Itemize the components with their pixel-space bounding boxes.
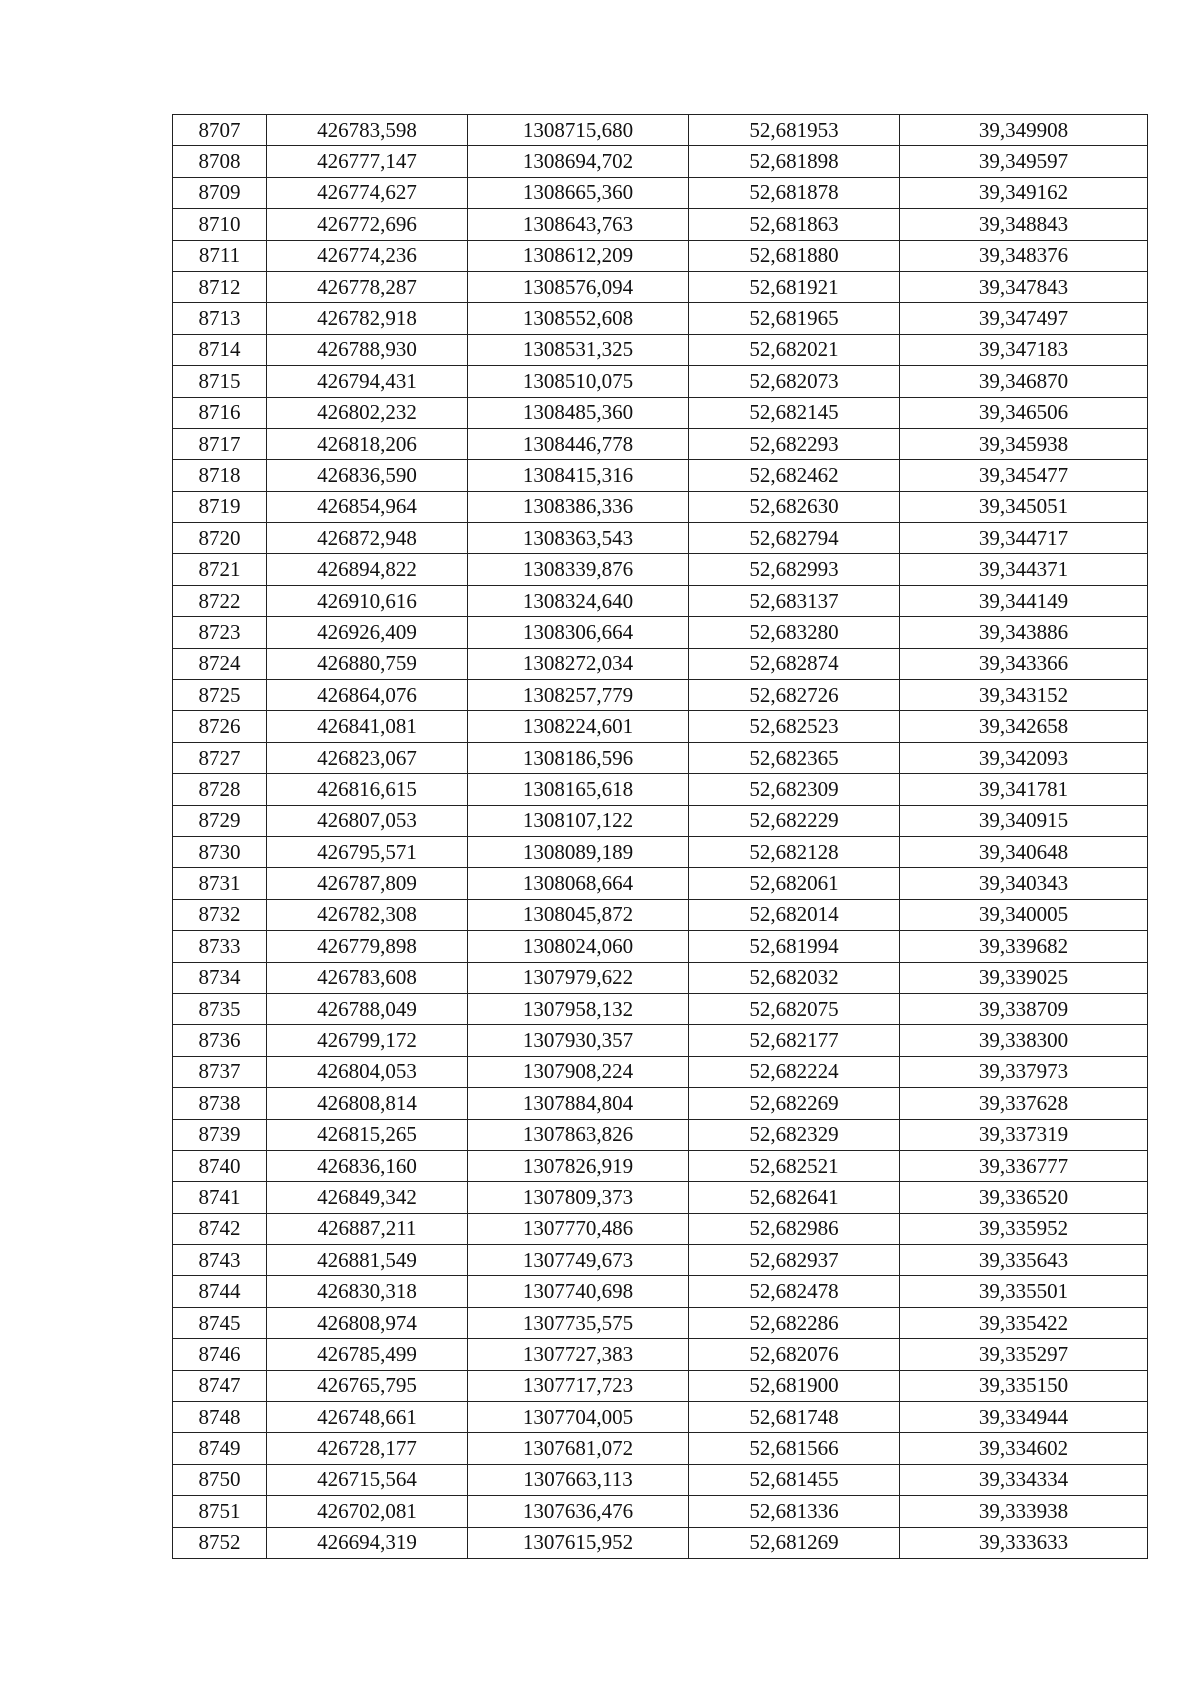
table-row [173,303,1148,334]
y-coordinate-cell: 1307930,357 [468,1025,689,1056]
table-row [173,585,1148,616]
y-coordinate-cell: 1308324,640 [468,585,689,616]
table-row [173,209,1148,240]
table-row [173,1150,1148,1181]
y-coordinate-cell: 1307615,952 [468,1527,689,1558]
x-coordinate-cell: 426788,930 [267,334,468,365]
latitude-cell: 52,682521 [689,1150,900,1181]
latitude-cell: 52,683280 [689,617,900,648]
point-number-cell: 8745 [173,1307,267,1338]
latitude-cell: 52,682073 [689,366,900,397]
x-coordinate-cell: 426783,598 [267,115,468,146]
point-number-cell: 8731 [173,868,267,899]
latitude-cell: 52,681566 [689,1433,900,1464]
x-coordinate-cell: 426694,319 [267,1527,468,1558]
table-row [173,1182,1148,1213]
x-coordinate-cell: 426836,590 [267,460,468,491]
latitude-cell: 52,681898 [689,146,900,177]
longitude-cell: 39,335150 [900,1370,1148,1401]
point-number-cell: 8751 [173,1496,267,1527]
table-row [173,554,1148,585]
table-row [173,1056,1148,1087]
latitude-cell: 52,682478 [689,1276,900,1307]
longitude-cell: 39,338709 [900,993,1148,1024]
x-coordinate-cell: 426849,342 [267,1182,468,1213]
point-number-cell: 8709 [173,177,267,208]
y-coordinate-cell: 1308045,872 [468,899,689,930]
y-coordinate-cell: 1308485,360 [468,397,689,428]
longitude-cell: 39,340005 [900,899,1148,930]
x-coordinate-cell: 426830,318 [267,1276,468,1307]
x-coordinate-cell: 426774,627 [267,177,468,208]
table-row [173,962,1148,993]
y-coordinate-cell: 1308665,360 [468,177,689,208]
table-row [173,617,1148,648]
table-row [173,899,1148,930]
point-number-cell: 8729 [173,805,267,836]
y-coordinate-cell: 1308446,778 [468,428,689,459]
x-coordinate-cell: 426880,759 [267,648,468,679]
latitude-cell: 52,682937 [689,1245,900,1276]
longitude-cell: 39,340915 [900,805,1148,836]
table-row [173,523,1148,554]
table-row [173,115,1148,146]
point-number-cell: 8741 [173,1182,267,1213]
y-coordinate-cell: 1308186,596 [468,742,689,773]
x-coordinate-cell: 426807,053 [267,805,468,836]
point-number-cell: 8738 [173,1088,267,1119]
point-number-cell: 8737 [173,1056,267,1087]
y-coordinate-cell: 1307863,826 [468,1119,689,1150]
point-number-cell: 8715 [173,366,267,397]
latitude-cell: 52,682993 [689,554,900,585]
latitude-cell: 52,681900 [689,1370,900,1401]
y-coordinate-cell: 1307826,919 [468,1150,689,1181]
table-row [173,397,1148,428]
x-coordinate-cell: 426808,814 [267,1088,468,1119]
y-coordinate-cell: 1308306,664 [468,617,689,648]
longitude-cell: 39,345051 [900,491,1148,522]
y-coordinate-cell: 1308089,189 [468,836,689,867]
point-number-cell: 8730 [173,836,267,867]
longitude-cell: 39,349162 [900,177,1148,208]
point-number-cell: 8750 [173,1464,267,1495]
x-coordinate-cell: 426818,206 [267,428,468,459]
y-coordinate-cell: 1307740,698 [468,1276,689,1307]
table-row [173,366,1148,397]
longitude-cell: 39,338300 [900,1025,1148,1056]
point-number-cell: 8711 [173,240,267,271]
y-coordinate-cell: 1308224,601 [468,711,689,742]
point-number-cell: 8725 [173,680,267,711]
longitude-cell: 39,339682 [900,931,1148,962]
longitude-cell: 39,337973 [900,1056,1148,1087]
table-row [173,1433,1148,1464]
table-row [173,836,1148,867]
latitude-cell: 52,682986 [689,1213,900,1244]
table-row [173,460,1148,491]
point-number-cell: 8716 [173,397,267,428]
latitude-cell: 52,681965 [689,303,900,334]
latitude-cell: 52,682286 [689,1307,900,1338]
point-number-cell: 8742 [173,1213,267,1244]
x-coordinate-cell: 426910,616 [267,585,468,616]
longitude-cell: 39,343886 [900,617,1148,648]
latitude-cell: 52,682269 [689,1088,900,1119]
longitude-cell: 39,345477 [900,460,1148,491]
table-row [173,1402,1148,1433]
x-coordinate-cell: 426785,499 [267,1339,468,1370]
point-number-cell: 8712 [173,271,267,302]
y-coordinate-cell: 1308612,209 [468,240,689,271]
table-row [173,1464,1148,1495]
longitude-cell: 39,340648 [900,836,1148,867]
latitude-cell: 52,682021 [689,334,900,365]
point-number-cell: 8721 [173,554,267,585]
table-row [173,648,1148,679]
x-coordinate-cell: 426782,918 [267,303,468,334]
y-coordinate-cell: 1308415,316 [468,460,689,491]
table-row [173,1025,1148,1056]
point-number-cell: 8752 [173,1527,267,1558]
point-number-cell: 8717 [173,428,267,459]
y-coordinate-cell: 1308386,336 [468,491,689,522]
x-coordinate-cell: 426777,147 [267,146,468,177]
latitude-cell: 52,682229 [689,805,900,836]
x-coordinate-cell: 426836,160 [267,1150,468,1181]
point-number-cell: 8744 [173,1276,267,1307]
y-coordinate-cell: 1308339,876 [468,554,689,585]
table-row [173,742,1148,773]
x-coordinate-cell: 426778,287 [267,271,468,302]
longitude-cell: 39,349597 [900,146,1148,177]
y-coordinate-cell: 1308694,702 [468,146,689,177]
latitude-cell: 52,682462 [689,460,900,491]
x-coordinate-cell: 426779,898 [267,931,468,962]
x-coordinate-cell: 426823,067 [267,742,468,773]
y-coordinate-cell: 1307884,804 [468,1088,689,1119]
x-coordinate-cell: 426872,948 [267,523,468,554]
point-number-cell: 8728 [173,774,267,805]
x-coordinate-cell: 426774,236 [267,240,468,271]
y-coordinate-cell: 1307663,113 [468,1464,689,1495]
x-coordinate-cell: 426715,564 [267,1464,468,1495]
longitude-cell: 39,347183 [900,334,1148,365]
x-coordinate-cell: 426765,795 [267,1370,468,1401]
table-row [173,1370,1148,1401]
longitude-cell: 39,333633 [900,1527,1148,1558]
point-number-cell: 8733 [173,931,267,962]
table-row [173,1527,1148,1558]
latitude-cell: 52,682032 [689,962,900,993]
point-number-cell: 8734 [173,962,267,993]
y-coordinate-cell: 1308024,060 [468,931,689,962]
point-number-cell: 8724 [173,648,267,679]
table-row [173,1276,1148,1307]
y-coordinate-cell: 1307908,224 [468,1056,689,1087]
longitude-cell: 39,341781 [900,774,1148,805]
table-row [173,334,1148,365]
x-coordinate-cell: 426864,076 [267,680,468,711]
latitude-cell: 52,682641 [689,1182,900,1213]
latitude-cell: 52,681878 [689,177,900,208]
longitude-cell: 39,347497 [900,303,1148,334]
x-coordinate-cell: 426926,409 [267,617,468,648]
latitude-cell: 52,682075 [689,993,900,1024]
point-number-cell: 8747 [173,1370,267,1401]
point-number-cell: 8740 [173,1150,267,1181]
latitude-cell: 52,681455 [689,1464,900,1495]
y-coordinate-cell: 1308643,763 [468,209,689,240]
y-coordinate-cell: 1308107,122 [468,805,689,836]
longitude-cell: 39,344149 [900,585,1148,616]
longitude-cell: 39,348843 [900,209,1148,240]
x-coordinate-cell: 426788,049 [267,993,468,1024]
y-coordinate-cell: 1307809,373 [468,1182,689,1213]
point-number-cell: 8718 [173,460,267,491]
latitude-cell: 52,681921 [689,271,900,302]
x-coordinate-cell: 426808,974 [267,1307,468,1338]
table-row [173,1245,1148,1276]
x-coordinate-cell: 426802,232 [267,397,468,428]
coordinates-table-body [173,115,1148,1559]
longitude-cell: 39,342658 [900,711,1148,742]
latitude-cell: 52,681269 [689,1527,900,1558]
point-number-cell: 8726 [173,711,267,742]
latitude-cell: 52,681863 [689,209,900,240]
y-coordinate-cell: 1307735,575 [468,1307,689,1338]
y-coordinate-cell: 1307727,383 [468,1339,689,1370]
x-coordinate-cell: 426748,661 [267,1402,468,1433]
latitude-cell: 52,682128 [689,836,900,867]
y-coordinate-cell: 1307749,673 [468,1245,689,1276]
longitude-cell: 39,342093 [900,742,1148,773]
longitude-cell: 39,347843 [900,271,1148,302]
x-coordinate-cell: 426728,177 [267,1433,468,1464]
table-row [173,1496,1148,1527]
latitude-cell: 52,682224 [689,1056,900,1087]
y-coordinate-cell: 1308257,779 [468,680,689,711]
latitude-cell: 52,682523 [689,711,900,742]
y-coordinate-cell: 1308576,094 [468,271,689,302]
latitude-cell: 52,681748 [689,1402,900,1433]
point-number-cell: 8710 [173,209,267,240]
point-number-cell: 8736 [173,1025,267,1056]
x-coordinate-cell: 426894,822 [267,554,468,585]
table-row [173,240,1148,271]
table-row [173,931,1148,962]
table-row [173,1088,1148,1119]
latitude-cell: 52,682145 [689,397,900,428]
x-coordinate-cell: 426783,608 [267,962,468,993]
point-number-cell: 8723 [173,617,267,648]
latitude-cell: 52,682874 [689,648,900,679]
point-number-cell: 8732 [173,899,267,930]
table-row [173,428,1148,459]
y-coordinate-cell: 1308363,543 [468,523,689,554]
latitude-cell: 52,682076 [689,1339,900,1370]
point-number-cell: 8719 [173,491,267,522]
coordinates-table [172,114,1148,1559]
longitude-cell: 39,339025 [900,962,1148,993]
point-number-cell: 8714 [173,334,267,365]
point-number-cell: 8749 [173,1433,267,1464]
latitude-cell: 52,681953 [689,115,900,146]
longitude-cell: 39,345938 [900,428,1148,459]
x-coordinate-cell: 426787,809 [267,868,468,899]
x-coordinate-cell: 426887,211 [267,1213,468,1244]
y-coordinate-cell: 1308715,680 [468,115,689,146]
longitude-cell: 39,348376 [900,240,1148,271]
table-row [173,146,1148,177]
longitude-cell: 39,346506 [900,397,1148,428]
x-coordinate-cell: 426815,265 [267,1119,468,1150]
longitude-cell: 39,340343 [900,868,1148,899]
y-coordinate-cell: 1308552,608 [468,303,689,334]
y-coordinate-cell: 1307958,132 [468,993,689,1024]
point-number-cell: 8722 [173,585,267,616]
table-row [173,993,1148,1024]
x-coordinate-cell: 426702,081 [267,1496,468,1527]
x-coordinate-cell: 426804,053 [267,1056,468,1087]
point-number-cell: 8743 [173,1245,267,1276]
longitude-cell: 39,334334 [900,1464,1148,1495]
longitude-cell: 39,335643 [900,1245,1148,1276]
y-coordinate-cell: 1308165,618 [468,774,689,805]
x-coordinate-cell: 426772,696 [267,209,468,240]
x-coordinate-cell: 426782,308 [267,899,468,930]
table-row [173,805,1148,836]
x-coordinate-cell: 426799,172 [267,1025,468,1056]
point-number-cell: 8746 [173,1339,267,1370]
longitude-cell: 39,336520 [900,1182,1148,1213]
table-row [173,1213,1148,1244]
y-coordinate-cell: 1307704,005 [468,1402,689,1433]
y-coordinate-cell: 1307979,622 [468,962,689,993]
latitude-cell: 52,682061 [689,868,900,899]
point-number-cell: 8707 [173,115,267,146]
table-row [173,680,1148,711]
longitude-cell: 39,344717 [900,523,1148,554]
latitude-cell: 52,681336 [689,1496,900,1527]
y-coordinate-cell: 1308510,075 [468,366,689,397]
latitude-cell: 52,681994 [689,931,900,962]
table-row [173,177,1148,208]
point-number-cell: 8720 [173,523,267,554]
table-row [173,711,1148,742]
x-coordinate-cell: 426794,431 [267,366,468,397]
longitude-cell: 39,333938 [900,1496,1148,1527]
longitude-cell: 39,334944 [900,1402,1148,1433]
longitude-cell: 39,337628 [900,1088,1148,1119]
table-row [173,1339,1148,1370]
latitude-cell: 52,682293 [689,428,900,459]
longitude-cell: 39,335422 [900,1307,1148,1338]
latitude-cell: 52,682014 [689,899,900,930]
latitude-cell: 52,682726 [689,680,900,711]
point-number-cell: 8735 [173,993,267,1024]
longitude-cell: 39,346870 [900,366,1148,397]
point-number-cell: 8713 [173,303,267,334]
longitude-cell: 39,349908 [900,115,1148,146]
x-coordinate-cell: 426881,549 [267,1245,468,1276]
table-row [173,491,1148,522]
x-coordinate-cell: 426816,615 [267,774,468,805]
latitude-cell: 52,682365 [689,742,900,773]
y-coordinate-cell: 1308068,664 [468,868,689,899]
longitude-cell: 39,343366 [900,648,1148,679]
longitude-cell: 39,335297 [900,1339,1148,1370]
x-coordinate-cell: 426854,964 [267,491,468,522]
point-number-cell: 8727 [173,742,267,773]
latitude-cell: 52,683137 [689,585,900,616]
latitude-cell: 52,682309 [689,774,900,805]
longitude-cell: 39,334602 [900,1433,1148,1464]
table-row [173,271,1148,302]
latitude-cell: 52,682630 [689,491,900,522]
longitude-cell: 39,335501 [900,1276,1148,1307]
point-number-cell: 8748 [173,1402,267,1433]
longitude-cell: 39,336777 [900,1150,1148,1181]
longitude-cell: 39,344371 [900,554,1148,585]
x-coordinate-cell: 426841,081 [267,711,468,742]
point-number-cell: 8708 [173,146,267,177]
y-coordinate-cell: 1307636,476 [468,1496,689,1527]
longitude-cell: 39,337319 [900,1119,1148,1150]
latitude-cell: 52,681880 [689,240,900,271]
table-row [173,868,1148,899]
latitude-cell: 52,682177 [689,1025,900,1056]
longitude-cell: 39,335952 [900,1213,1148,1244]
y-coordinate-cell: 1307681,072 [468,1433,689,1464]
y-coordinate-cell: 1307717,723 [468,1370,689,1401]
y-coordinate-cell: 1308531,325 [468,334,689,365]
table-row [173,1119,1148,1150]
y-coordinate-cell: 1308272,034 [468,648,689,679]
table-row [173,774,1148,805]
point-number-cell: 8739 [173,1119,267,1150]
longitude-cell: 39,343152 [900,680,1148,711]
table-row [173,1307,1148,1338]
y-coordinate-cell: 1307770,486 [468,1213,689,1244]
latitude-cell: 52,682329 [689,1119,900,1150]
latitude-cell: 52,682794 [689,523,900,554]
x-coordinate-cell: 426795,571 [267,836,468,867]
